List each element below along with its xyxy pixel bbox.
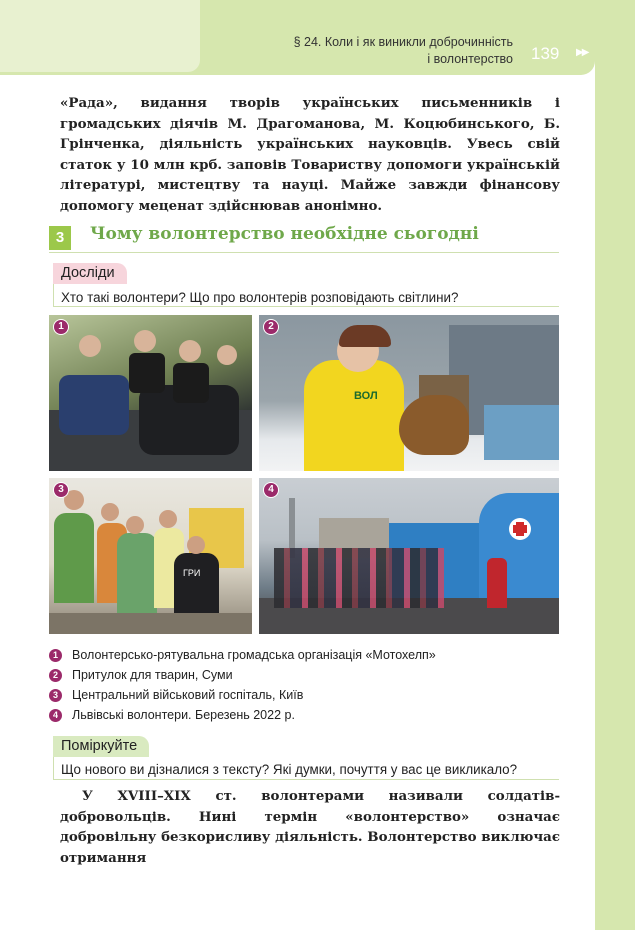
section-running-title — [213, 34, 513, 68]
caption-item — [49, 685, 559, 705]
reflect-tag-line — [53, 757, 54, 779]
caption-text: Волонтерсько-рятувальна громадська організація «Мотохелп» — [72, 648, 436, 662]
volunteering-paragraph: У XVIII–XIX ст. волонтерами називали солдатів-добровольців. Нині термін «волонтерство» означає добровільну безкорисливу діяльність. Волонтерство виключає отримання — [60, 788, 560, 866]
explore-tag: Досліди — [53, 263, 127, 284]
section-divider — [49, 252, 559, 253]
reflect-question: Що нового ви дізналися з тексту? Які думки, почуття у вас це викликало? — [61, 762, 518, 777]
caption-badge: 2 — [49, 669, 62, 682]
vest-text: ВОЛ — [354, 390, 378, 402]
shirt-text: ГРИ — [183, 568, 201, 578]
reflect-tag: Поміркуйте — [53, 736, 149, 757]
photo-badge-2: 2 — [263, 319, 279, 335]
caption-badge: 1 — [49, 649, 62, 662]
reflect-underline — [53, 779, 559, 780]
caption-badge: 4 — [49, 709, 62, 722]
caption-item — [49, 705, 559, 725]
photo-badge-1: 1 — [53, 319, 69, 335]
photo-animal-shelter — [259, 315, 559, 471]
section-number: 3 — [49, 226, 71, 250]
header-tab — [0, 0, 200, 72]
photo-military-hospital — [49, 478, 252, 634]
section-title-line2: і волонтерство — [427, 52, 513, 66]
explore-tag-line — [53, 284, 54, 306]
photo-motohelp — [49, 315, 252, 471]
section-title: Чому волонтерство необхідне сьогодні — [90, 224, 479, 244]
photo-lviv-volunteers — [259, 478, 559, 634]
page-edge-strip — [595, 0, 635, 930]
section-title-line1: § 24. Коли і як виникли доброчинність — [293, 35, 513, 49]
caption-badge: 3 — [49, 689, 62, 702]
page-number: 139 — [531, 44, 560, 63]
caption-text: Центральний військовий госпіталь, Київ — [72, 688, 304, 702]
caption-item — [49, 645, 559, 665]
intro-paragraph: «Рада», видання творів українських письменників і громадських діячів М. Драгоманова, М. Коцюбинського, Б. Грінченка, діяльність українських науковців. Увесь свій статок у 10 млн крб. заповів Товариству допомоги українській літературі, мистецтву та науці. Майже завжди фінансову допомогу меценат здійснював анонімно. — [60, 95, 560, 214]
page-header — [0, 0, 595, 75]
explore-underline — [53, 306, 559, 307]
caption-text: Львівські волонтери. Березень 2022 р. — [72, 708, 295, 722]
caption-text: Притулок для тварин, Суми — [72, 668, 233, 682]
caption-item — [49, 665, 559, 685]
photo-badge-4: 4 — [263, 482, 279, 498]
photo-badge-3: 3 — [53, 482, 69, 498]
explore-question: Хто такі волонтери? Що про волонтерів розповідають світлини? — [61, 290, 459, 305]
double-chevron-right-icon: ▶▶ — [576, 47, 588, 58]
photo-captions — [49, 645, 559, 725]
